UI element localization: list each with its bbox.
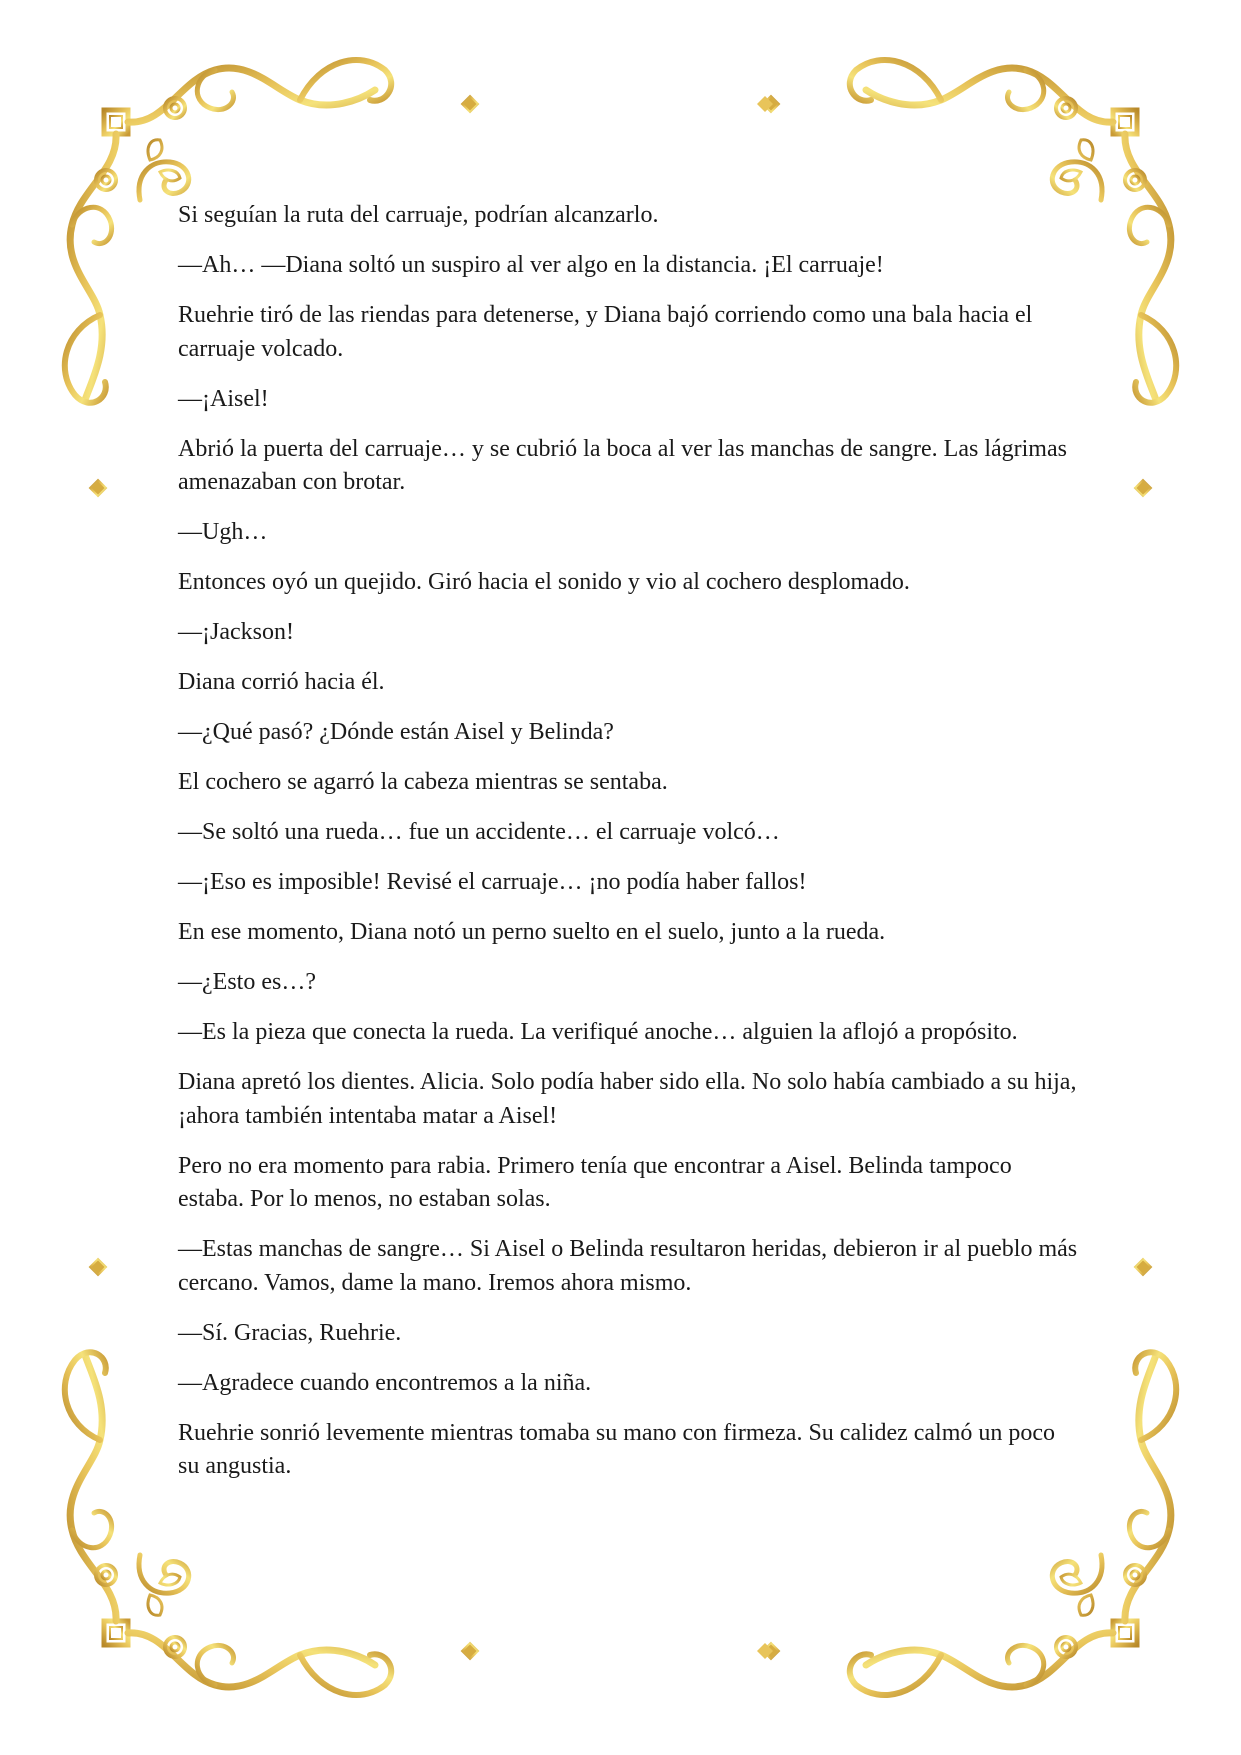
paragraph: —¡Eso es imposible! Revisé el carruaje… ¡no podía haber fallos! [178,869,807,895]
paragraph: —Sí. Gracias, Ruehrie. [178,1319,402,1346]
paragraph: Ruehrie sonrió levemente mientras tomaba su mano con firmeza. Su calidez calmó un poco su angustia. [178,1419,1056,1479]
paragraph: Pero no era momento para rabia. Primero tenía que encontrar a Aisel. Belinda tampoco estaba. Por lo menos, no estaban solas. [178,1152,1012,1212]
paragraph: —Ugh… [178,519,268,545]
paragraph: —¡Aisel! [178,385,269,412]
paragraph: Diana apretó los dientes. Alicia. Solo podía haber sido ella. No solo había cambiado a su hija, ¡ahora también intentaba matar a Aisel! [178,1069,1077,1129]
paragraph: En ese momento, Diana notó un perno suelto en el suelo, junto a la rueda. [178,919,886,945]
paragraph: Si seguían la ruta del carruaje, podrían alcanzarlo. [178,202,659,228]
paragraph: El cochero se agarró la cabeza mientras se sentaba. [178,769,668,795]
paragraph: —Ah… —Diana soltó un suspiro al ver algo en la distancia. ¡El carruaje! [178,252,884,278]
paragraph: Diana corrió hacia él. [178,669,385,695]
paragraph: —Agradece cuando encontremos a la niña. [178,1369,592,1396]
paragraph: —¿Esto es…? [178,969,316,995]
paragraph: —¿Qué pasó? ¿Dónde están Aisel y Belinda? [178,719,614,745]
paragraph: —Es la pieza que conecta la rueda. La verifiqué anoche… alguien la aflojó a propósito. [178,1019,1018,1045]
story-text [178,199,1078,1500]
paragraph: Entonces oyó un quejido. Giró hacia el sonido y vio al cochero desplomado. [178,569,910,595]
paragraph: —Estas manchas de sangre… Si Aisel o Belinda resultaron heridas, debieron ir al pueblo más cercano. Vamos, dame la mano. Iremos ahora mismo. [178,1236,1078,1296]
paragraph: Abrió la puerta del carruaje… y se cubrió la boca al ver las manchas de sangre. Las lágrimas amenazaban con brotar. [178,435,1067,495]
paragraph: Ruehrie tiró de las riendas para detenerse, y Diana bajó corriendo como una bala hacia el carruaje volcado. [178,302,1033,362]
paragraph: —¡Jackson! [178,619,294,645]
paragraph: —Se soltó una rueda… fue un accidente… el carruaje volcó… [178,819,780,845]
